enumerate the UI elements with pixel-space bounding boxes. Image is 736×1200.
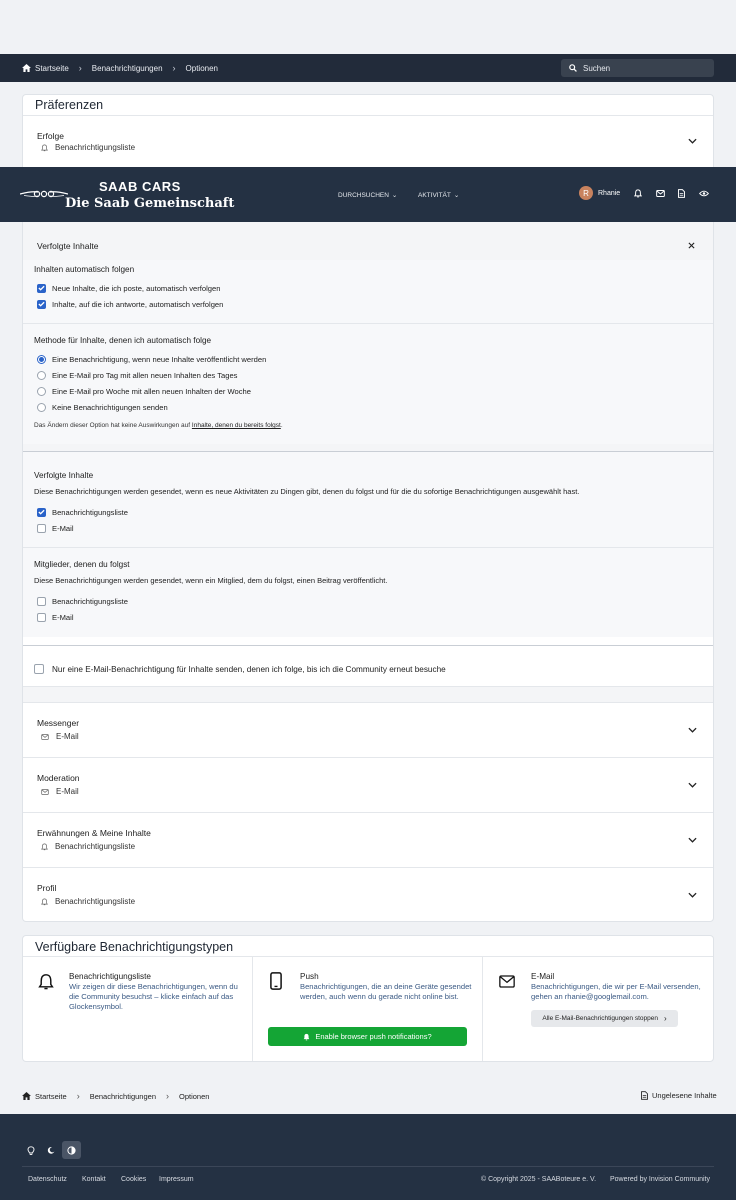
divider [23, 323, 713, 324]
followed-members-list-checkbox[interactable]: Benachrichtigungsliste [37, 593, 128, 609]
chevron-down-icon: ⌄ [391, 192, 398, 199]
method-option-daily-email[interactable]: Eine E-Mail pro Tag mit allen neuen Inhalten des Tages [37, 367, 266, 383]
method-option-notification[interactable]: Eine Benachrichtigung, wenn neue Inhalte veröffentlicht werden [37, 351, 266, 367]
auto-follow-posted-checkbox[interactable]: Neue Inhalte, die ich poste, automatisch verfolgen [37, 280, 223, 296]
logo-title: SAAB CARS [99, 179, 181, 194]
auto-follow-replied-checkbox[interactable]: Inhalte, auf die ich antworte, automatisch verfolgen [37, 296, 223, 312]
divider [22, 1166, 714, 1167]
unread-content-link[interactable]: Ungelesene Inhalte [641, 1091, 717, 1100]
bell-icon [41, 843, 48, 851]
footer-powered-by[interactable]: Powered by Invision Community [610, 1176, 710, 1183]
spacer [23, 687, 713, 702]
type-email-title: E-Mail [531, 972, 555, 981]
checkbox[interactable] [37, 613, 46, 622]
chevron-right-icon: › [78, 63, 82, 73]
chevron-down-icon[interactable] [688, 892, 697, 898]
footer-link-privacy[interactable]: Datenschutz [28, 1176, 67, 1183]
breadcrumb-options[interactable]: Optionen [179, 1091, 210, 1101]
radio[interactable] [37, 403, 46, 412]
footer-link-imprint[interactable]: Impressum [159, 1176, 194, 1183]
document-icon[interactable] [678, 189, 685, 198]
document-icon [641, 1091, 648, 1100]
divider [23, 547, 713, 548]
method-note: Das Ändern dieser Option hat keine Auswirkungen auf Inhalte, denen du bereits folgst. [34, 422, 283, 429]
breadcrumb [22, 63, 218, 73]
footer-link-cookies[interactable]: Cookies [121, 1176, 147, 1183]
stop-email-button[interactable]: Alle E-Mail-Benachrichtigungen stoppen › [531, 1010, 678, 1027]
home-icon [22, 1092, 31, 1100]
category-mentions[interactable] [23, 813, 713, 867]
type-push-desc: Benachrichtigungen, die an deine Geräte gesendet werden, auch wenn du gerade nicht online bist. [300, 982, 472, 1002]
checkbox[interactable] [37, 524, 46, 533]
mobile-device-icon [270, 972, 282, 990]
lightbulb-icon[interactable] [27, 1146, 35, 1156]
checkbox[interactable] [34, 664, 44, 674]
followed-members-desc: Diese Benachrichtigungen werden gesendet, wenn ein Mitglied, dem du folgst, einen Beitrag veröffentlicht. [34, 576, 388, 585]
followed-panel-title: Verfolgte Inhalte [37, 241, 99, 251]
chevron-down-icon[interactable] [688, 138, 697, 144]
types-title: Verfügbare Benachrichtigungstypen [35, 940, 234, 954]
category-title: Erwähnungen & Meine Inhalte [37, 828, 151, 838]
eye-icon[interactable] [699, 190, 709, 197]
followed-content-desc: Diese Benachrichtigungen werden gesendet, wenn es neue Aktivitäten zu Dingen gibt, denen du folgst und für die du sofortige Benachrichtigungen ausgewählt hast. [34, 487, 580, 496]
category-title: Messenger [37, 718, 80, 728]
breadcrumb-options[interactable]: Optionen [185, 63, 218, 73]
category-title: Profil [37, 883, 57, 893]
method-title: Methode für Inhalte, denen ich automatisch folge [34, 336, 212, 345]
home-icon [22, 64, 31, 72]
breadcrumb-bar [0, 54, 736, 82]
checkbox-checked[interactable] [37, 284, 46, 293]
followed-content-list-checkbox[interactable]: Benachrichtigungsliste [37, 504, 128, 520]
chevron-right-icon: › [76, 1091, 80, 1101]
breadcrumb-notifications[interactable]: Benachrichtigungen [89, 1091, 156, 1101]
chevron-down-icon[interactable] [688, 837, 697, 843]
checkbox[interactable] [37, 597, 46, 606]
category-erfolge[interactable] [23, 116, 713, 167]
divider [23, 956, 713, 957]
followed-members-options [37, 593, 128, 625]
footer-link-contact[interactable]: Kontakt [82, 1176, 106, 1183]
chevron-right-icon: › [663, 1014, 667, 1023]
nav-browse[interactable]: DURCHSUCHEN ⌄ [338, 191, 398, 199]
envelope-icon [498, 975, 516, 988]
category-profile[interactable] [23, 868, 713, 922]
radio[interactable] [37, 387, 46, 396]
breadcrumb-home[interactable]: Startseite [35, 63, 69, 73]
saab-logo-icon[interactable] [20, 187, 68, 201]
bell-icon [41, 144, 48, 152]
chevron-right-icon: › [172, 63, 176, 73]
category-sub: Benachrichtigungsliste [41, 842, 135, 851]
divider [23, 645, 713, 646]
site-header [0, 167, 736, 222]
avatar[interactable]: R [579, 186, 593, 200]
category-sub: E-Mail [41, 787, 79, 796]
column-divider [252, 957, 253, 1061]
checkbox-checked[interactable] [37, 508, 46, 517]
category-sub: E-Mail [41, 732, 79, 741]
user-name[interactable]: Rhanie [598, 190, 621, 197]
category-sub: Benachrichtigungsliste [41, 897, 135, 906]
followed-content-options [37, 504, 128, 536]
chevron-down-icon[interactable] [688, 727, 697, 733]
search-icon [569, 64, 577, 72]
category-sub: Benachrichtigungsliste [41, 143, 135, 152]
single-email-checkbox[interactable]: Nur eine E-Mail-Benachrichtigung für Inhalte senden, denen ich folge, bis ich die Community erneut besuche [34, 661, 446, 677]
envelope-icon [41, 789, 49, 795]
preferences-title: Präferenzen [35, 98, 104, 112]
category-title: Erfolge [37, 131, 64, 141]
method-option-none[interactable]: Keine Benachrichtigungen senden [37, 399, 266, 415]
chevron-right-icon: › [166, 1091, 169, 1101]
category-moderation[interactable] [23, 758, 713, 812]
chevron-down-icon: ⌄ [453, 192, 460, 199]
followed-members-email-checkbox[interactable]: E-Mail [37, 609, 128, 625]
radio[interactable] [37, 371, 46, 380]
checkbox-checked[interactable] [37, 300, 46, 309]
category-title: Moderation [37, 773, 80, 783]
auto-follow-title: Inhalten automatisch folgen [34, 265, 135, 274]
followed-content-email-checkbox[interactable]: E-Mail [37, 520, 128, 536]
followed-members-title: Mitglieder, denen du folgst [34, 560, 130, 569]
breadcrumb-notifications[interactable]: Benachrichtigungen [91, 63, 163, 73]
site-footer [0, 1114, 736, 1200]
type-list-title: Benachrichtigungsliste [69, 972, 151, 981]
envelope-icon[interactable] [656, 190, 665, 197]
breadcrumb-bottom [22, 1091, 209, 1101]
enable-push-button[interactable]: Enable browser push notifications? [268, 1027, 467, 1046]
close-icon[interactable] [688, 242, 695, 249]
column-divider [482, 957, 483, 1061]
followed-content-title: Verfolgte Inhalte [34, 471, 94, 480]
method-option-weekly-email[interactable]: Eine E-Mail pro Woche mit allen neuen Inhalten der Woche [37, 383, 266, 399]
search-placeholder: Suchen [583, 63, 611, 73]
search-input[interactable] [561, 59, 714, 77]
chevron-down-icon[interactable] [688, 782, 697, 788]
radio-selected[interactable] [37, 355, 46, 364]
envelope-icon [41, 734, 49, 740]
followed-content-link[interactable]: Inhalte, denen du bereits folgst [191, 422, 281, 429]
breadcrumb-home[interactable]: Startseite [35, 1091, 67, 1101]
method-options [37, 351, 266, 415]
bell-icon [41, 898, 48, 906]
category-messenger[interactable] [23, 703, 713, 757]
auto-follow-options [37, 280, 223, 312]
type-list-desc: Wir zeigen dir diese Benachrichtigungen, wenn du die Community besuchst – klicke einfach auf das Glockensymbol. [69, 982, 238, 1012]
contrast-icon[interactable] [62, 1141, 81, 1159]
logo-subtitle: Die Saab Gemeinschaft [65, 196, 235, 211]
bell-icon [38, 973, 54, 991]
type-email-desc: Benachrichtigungen, die wir per E-Mail versenden, gehen an rhanie@googlemail.com. [531, 982, 701, 1002]
bell-icon [303, 1033, 310, 1041]
nav-activity[interactable]: AKTIVITÄT ⌄ [418, 191, 460, 199]
footer-copyright: © Copyright 2025 - SAABoteure e. V. [481, 1176, 597, 1183]
moon-icon[interactable] [47, 1146, 55, 1155]
bell-icon[interactable] [634, 189, 642, 198]
type-push-title: Push [300, 972, 319, 981]
